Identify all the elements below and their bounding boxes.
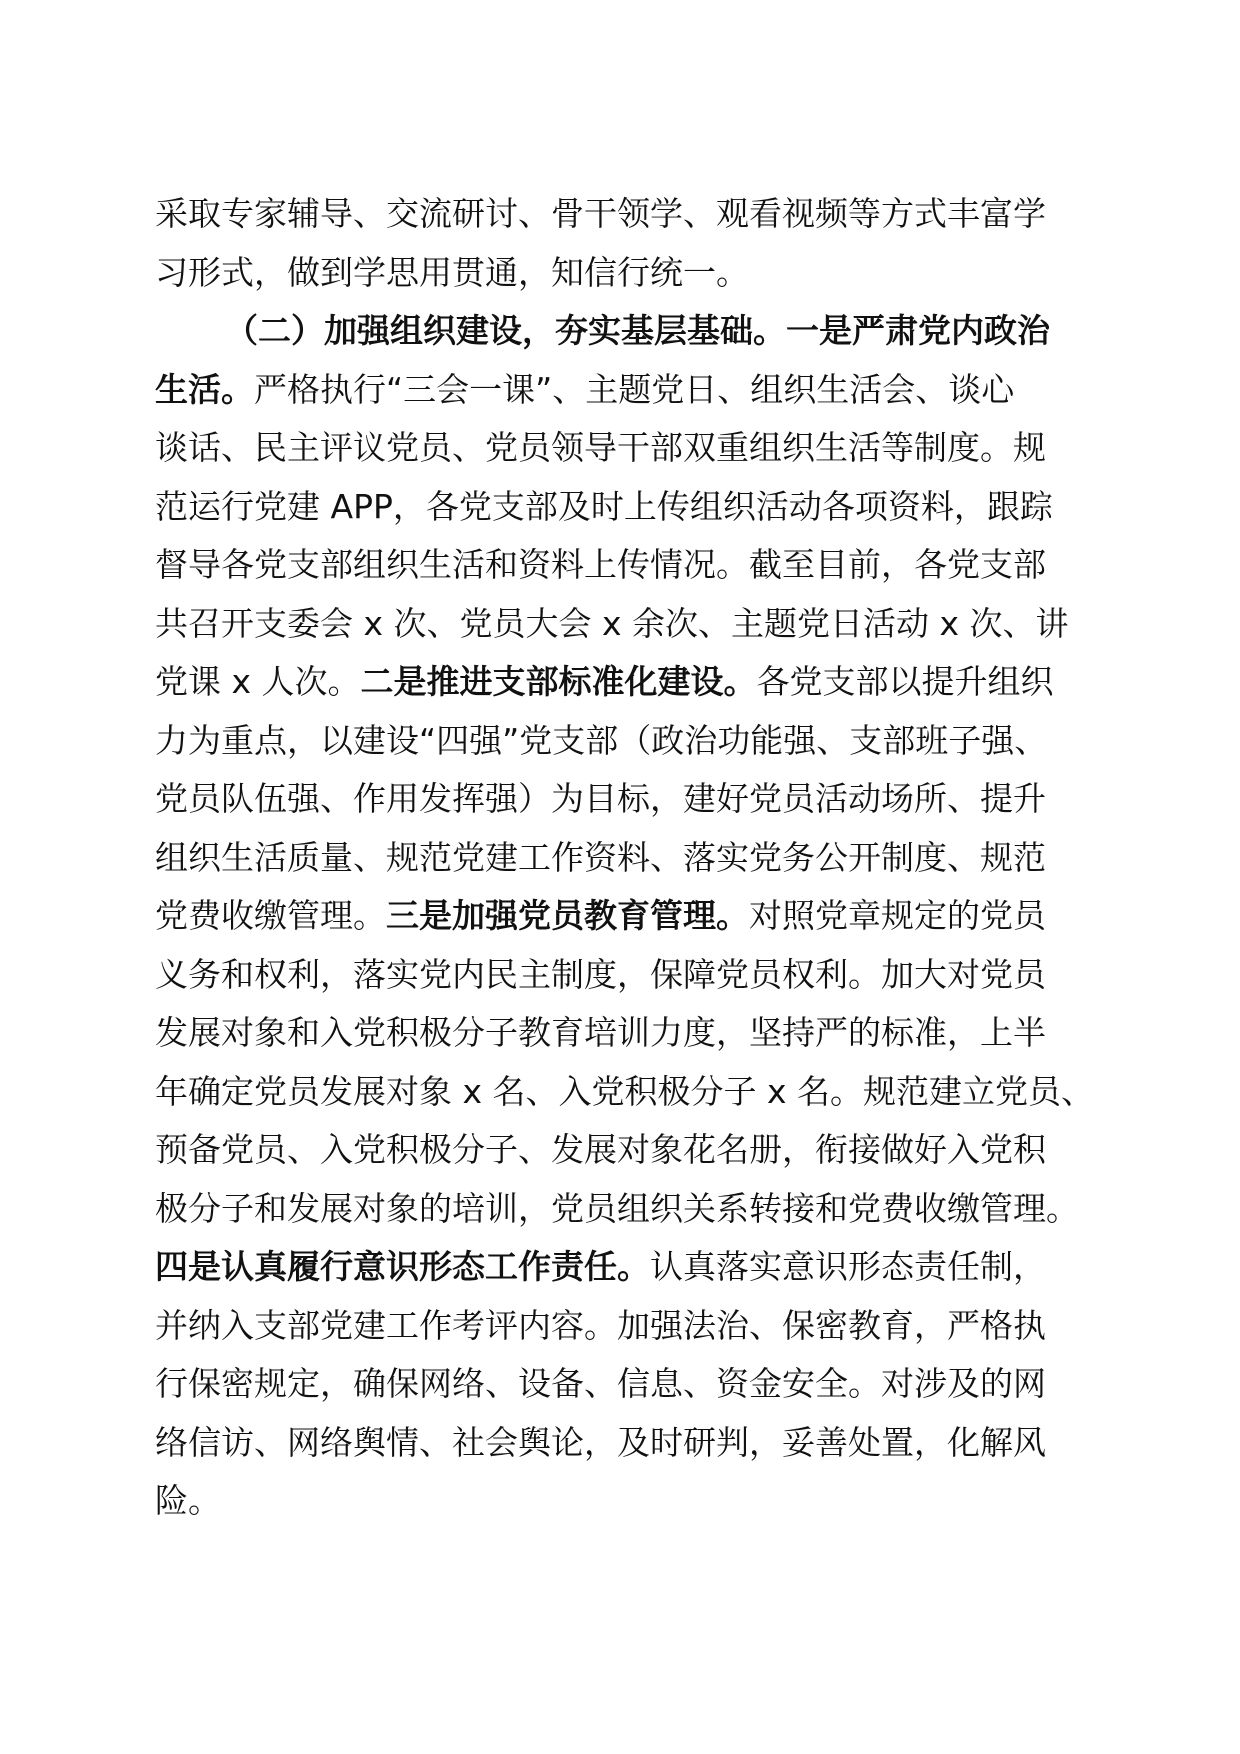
bold-text-run: 三是加强党员教育管理。 (386, 896, 749, 935)
text-line (155, 946, 1075, 1005)
text-line (155, 419, 1075, 478)
text-run: 险。 (155, 1481, 221, 1520)
text-run: 行保密规定，确保网络、设备、信息、资金安全。对涉及的网 (155, 1364, 1046, 1403)
text-line (155, 829, 1075, 888)
document-body (155, 185, 1095, 1531)
text-run: 并纳入支部党建工作考评内容。加强法治、保密教育，严格执 (155, 1305, 1046, 1345)
text-run: 习形式，做到学思用贯通，知信行统一。 (155, 252, 749, 292)
text-run: 严格执行“三会一课”、主题党日、组织生活会、谈心 (254, 369, 1015, 409)
text-run: 预备党员、入党积极分子、发展对象花名册，衔接做好入党积 (155, 1130, 1046, 1169)
text-line (155, 1297, 1075, 1356)
text-line (155, 1004, 1075, 1063)
text-line (155, 1472, 1075, 1531)
text-run: 共召开支委会 x 次、党员大会 x 余次、主题党日活动 x 次、讲 (155, 603, 1069, 643)
text-run: 党费收缴管理。 (155, 896, 386, 935)
bold-text-run: 四是认真履行意识形态工作责任。 (155, 1247, 650, 1286)
bold-text-run: 二是推进支部标准化建设。 (360, 662, 757, 701)
text-run: 谈话、民主评议党员、党员领导干部双重组织生活等制度。规 (155, 428, 1046, 467)
text-run: 义务和权利，落实党内民主制度，保障党员权利。加大对党员 (155, 954, 1046, 994)
text-line (155, 1355, 1075, 1414)
text-run: 发展对象和入党积极分子教育培训力度，坚持严的标准，上半 (155, 1013, 1046, 1052)
text-run: 年确定党员发展对象 x 名、入党积极分子 x 名。规范建立党员、 (155, 1071, 1095, 1111)
text-line (155, 1414, 1075, 1473)
text-line (155, 244, 1075, 303)
text-run: 络信访、网络舆情、社会舆论，及时研判，妥善处置，化解风 (155, 1422, 1046, 1462)
text-line (155, 887, 1075, 946)
text-run: 范运行党建 APP，各党支部及时上传组织活动各项资料，跟踪 (155, 486, 1053, 526)
text-run: 力为重点，以建设“四强”党支部（政治功能强、支部班子强、 (155, 720, 1048, 760)
text-line (155, 595, 1075, 654)
text-line (155, 302, 1075, 361)
text-run: 认真落实意识形态责任制， (650, 1247, 1046, 1286)
text-line (155, 361, 1075, 420)
bold-text-run: 生活。 (155, 369, 254, 409)
text-line (155, 653, 1075, 712)
text-line (155, 1121, 1075, 1180)
text-run: 督导各党支部组织生活和资料上传情况。截至目前，各党支部 (155, 545, 1046, 584)
text-line (155, 1180, 1079, 1239)
text-line (155, 1063, 1095, 1122)
text-run: 采取专家辅导、交流研讨、骨干领学、观看视频等方式丰富学 (155, 194, 1046, 233)
text-line (155, 478, 1075, 537)
text-line (155, 770, 1075, 829)
text-run: 组织生活质量、规范党建工作资料、落实党务公开制度、规范 (155, 837, 1046, 877)
text-run: 党员队伍强、作用发挥强）为目标，建好党员活动场所、提升 (155, 779, 1046, 818)
text-run: 对照党章规定的党员 (749, 896, 1046, 935)
text-run: 极分子和发展对象的培训，党员组织关系转接和党费收缴管理。 (155, 1188, 1079, 1228)
text-run: 各党支部以提升组织 (756, 662, 1054, 701)
text-run: 党课 x 人次。 (155, 662, 361, 701)
text-line (155, 1238, 1075, 1297)
text-line (155, 712, 1075, 771)
text-line (155, 536, 1075, 595)
bold-text-run: （二）加强组织建设，夯实基层基础。一是严肃党内政治 (225, 311, 1050, 350)
text-line (155, 185, 1075, 244)
